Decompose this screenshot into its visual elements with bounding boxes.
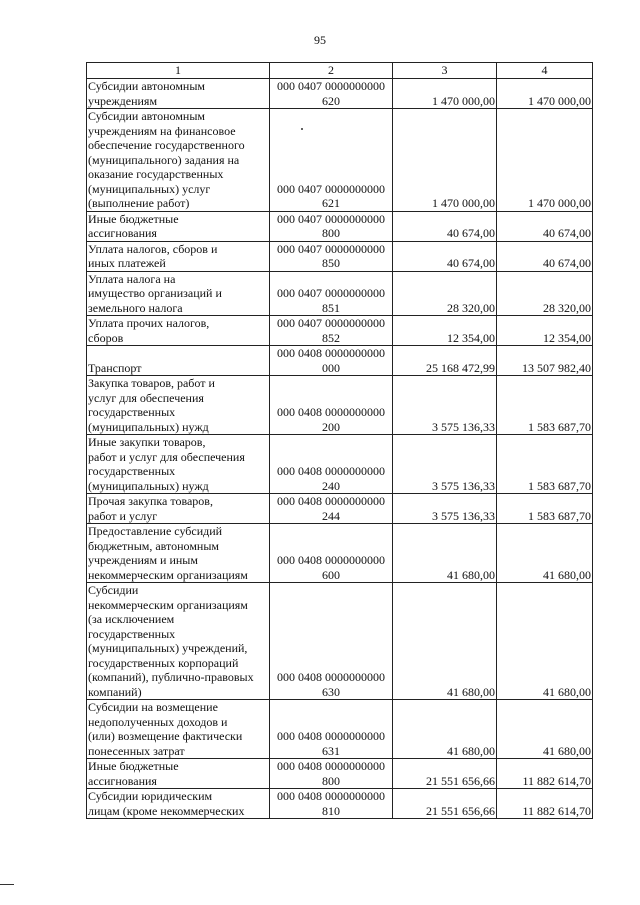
row-amount-cell-3: 3 575 136,33 [393, 435, 497, 494]
row-code-cell: 000 0407 0000000000 800 [270, 211, 393, 241]
row-name-cell: Транспорт [87, 346, 270, 376]
row-name-cell: Иные бюджетные ассигнования [87, 211, 270, 241]
table-row [87, 79, 593, 109]
row-amount-cell-3: 41 680,00 [393, 524, 497, 583]
row-amount-cell-4: 41 680,00 [497, 524, 593, 583]
row-name-cell: Иные закупки товаров, работ и услуг для обеспечения государственных (муниципальных) нужд [87, 435, 270, 494]
row-amount-cell-4: 1 583 687,70 [497, 376, 593, 435]
row-amount-cell-4: 40 674,00 [497, 211, 593, 241]
row-code-cell: 000 0408 0000000000 244 [270, 494, 393, 524]
row-code-cell: 000 0408 0000000000 240 [270, 435, 393, 494]
row-code-cell: 000 0408 0000000000 200 [270, 376, 393, 435]
row-name-cell: Уплата налогов, сборов и иных платежей [87, 241, 270, 271]
row-amount-cell-3: 41 680,00 [393, 583, 497, 700]
table-row [87, 435, 593, 494]
row-amount-cell-4: 1 470 000,00 [497, 79, 593, 109]
row-amount-cell-4: 13 507 982,40 [497, 346, 593, 376]
header-row [87, 63, 593, 79]
row-amount-cell-3: 40 674,00 [393, 241, 497, 271]
row-code-cell: 000 0408 0000000000 810 [270, 789, 393, 819]
row-amount-cell-3: 28 320,00 [393, 271, 497, 316]
row-name-cell: Субсидии на возмещение недополученных доходов и (или) возмещение фактически понесенных затрат [87, 700, 270, 759]
row-name-cell: Прочая закупка товаров, работ и услуг [87, 494, 270, 524]
margin-mark [0, 884, 14, 885]
row-amount-cell-3: 21 551 656,66 [393, 759, 497, 789]
row-code-cell: 000 0408 0000000000 631 [270, 700, 393, 759]
table-row [87, 316, 593, 346]
row-name-cell: Предоставление субсидий бюджетным, автономным учреждениям и иным некоммерческим организациям [87, 524, 270, 583]
table-row [87, 583, 593, 700]
column-header-2: 2 [270, 63, 393, 79]
row-amount-cell-4: 28 320,00 [497, 271, 593, 316]
table-row [87, 759, 593, 789]
row-name-cell: Закупка товаров, работ и услуг для обеспечения государственных (муниципальных) нужд [87, 376, 270, 435]
table-row [87, 494, 593, 524]
row-code-cell: 000 0407 0000000000 850 [270, 241, 393, 271]
row-amount-cell-3: 1 470 000,00 [393, 79, 497, 109]
table-row [87, 524, 593, 583]
row-code-cell: 000 0408 0000000000 800 [270, 759, 393, 789]
column-header-3: 3 [393, 63, 497, 79]
row-amount-cell-3: 40 674,00 [393, 211, 497, 241]
row-amount-cell-4: 41 680,00 [497, 700, 593, 759]
row-code-cell: 000 0407 0000000000 620 [270, 79, 393, 109]
row-amount-cell-3: 25 168 472,99 [393, 346, 497, 376]
row-code-cell: 000 0408 0000000000 630 [270, 583, 393, 700]
page-number: 95 [314, 33, 326, 47]
row-name-cell: Субсидии автономным учреждениям [87, 79, 270, 109]
row-name-cell: Субсидии автономным учреждениям на финансовое обеспечение государственного (муниципального) задания на оказание государственных (муниципальных) услуг (выполнение работ) [87, 109, 270, 212]
row-amount-cell-4: 12 354,00 [497, 316, 593, 346]
row-amount-cell-3: 3 575 136,33 [393, 376, 497, 435]
row-name-cell: Субсидии некоммерческим организациям (за исключением государственных (муниципальных) учреждений, государственных корпораций (компаний), публично-правовых компаний) [87, 583, 270, 700]
row-name-cell: Уплата прочих налогов, сборов [87, 316, 270, 346]
row-amount-cell-3: 21 551 656,66 [393, 789, 497, 819]
row-amount-cell-3: 1 470 000,00 [393, 109, 497, 212]
row-amount-cell-4: 41 680,00 [497, 583, 593, 700]
row-amount-cell-4: 1 583 687,70 [497, 435, 593, 494]
table-row [87, 346, 593, 376]
table-row [87, 241, 593, 271]
table-row [87, 271, 593, 316]
row-amount-cell-4: 11 882 614,70 [497, 759, 593, 789]
row-amount-cell-3: 12 354,00 [393, 316, 497, 346]
budget-table [86, 62, 593, 819]
table-row [87, 211, 593, 241]
table-row [87, 109, 593, 212]
row-amount-cell-4: 40 674,00 [497, 241, 593, 271]
row-code-cell: 000 0407 0000000000 621 [270, 109, 393, 212]
row-code-cell: 000 0407 0000000000 852 [270, 316, 393, 346]
row-name-cell: Уплата налога на имущество организаций и земельного налога [87, 271, 270, 316]
row-amount-cell-3: 41 680,00 [393, 700, 497, 759]
table-row [87, 789, 593, 819]
column-header-4: 4 [497, 63, 593, 79]
row-code-cell: 000 0408 0000000000 600 [270, 524, 393, 583]
row-amount-cell-4: 1 470 000,00 [497, 109, 593, 212]
row-code-cell: 000 0408 0000000000 000 [270, 346, 393, 376]
table-row [87, 700, 593, 759]
row-code-cell: 000 0407 0000000000 851 [270, 271, 393, 316]
row-amount-cell-3: 3 575 136,33 [393, 494, 497, 524]
column-header-1: 1 [87, 63, 270, 79]
row-amount-cell-4: 1 583 687,70 [497, 494, 593, 524]
row-name-cell: Иные бюджетные ассигнования [87, 759, 270, 789]
table-row [87, 376, 593, 435]
row-name-cell: Субсидии юридическим лицам (кроме некоммерческих [87, 789, 270, 819]
row-amount-cell-4: 11 882 614,70 [497, 789, 593, 819]
